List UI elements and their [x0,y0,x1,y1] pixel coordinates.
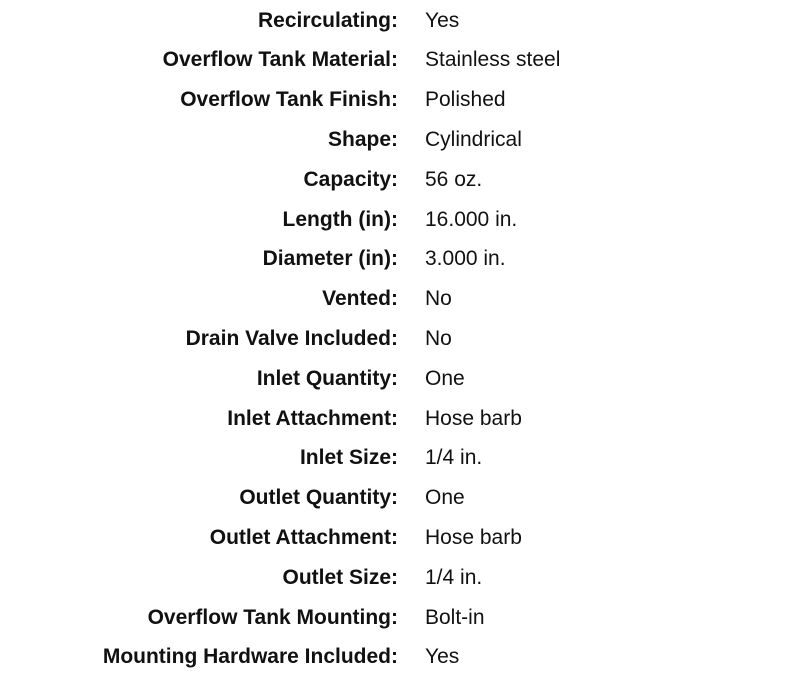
spec-row-overflow-tank-mounting [0,597,800,637]
spec-value: One [425,366,465,390]
spec-row-outlet-size [0,557,800,597]
spec-row-vented [0,279,800,319]
spec-label: Capacity: [303,167,398,191]
spec-value: Stainless steel [425,48,561,72]
spec-label: Overflow Tank Finish: [180,88,398,112]
spec-row-recirculating [0,0,800,40]
spec-label: Vented: [322,287,398,311]
spec-row-drain-valve-included [0,319,800,359]
spec-value: Yes [425,8,460,32]
spec-value: No [425,287,452,311]
spec-label: Mounting Hardware Included: [102,645,398,669]
spec-label: Recirculating: [257,8,398,32]
spec-value: 3.000 in. [425,247,506,271]
spec-value: One [425,486,465,510]
spec-row-mounting-hardware-included [0,637,800,677]
spec-value: Bolt-in [425,605,485,629]
spec-label: Length (in): [282,207,398,231]
spec-value: Hose barb [425,525,522,549]
spec-row-overflow-tank-material [0,40,800,80]
spec-label: Inlet Attachment: [227,406,398,430]
spec-row-inlet-size [0,438,800,478]
spec-row-inlet-attachment [0,398,800,438]
spec-label: Drain Valve Included: [185,326,398,350]
spec-value: Polished [425,88,506,112]
spec-value: Hose barb [425,406,522,430]
spec-label: Overflow Tank Material: [162,48,398,72]
spec-label: Outlet Size: [282,565,398,589]
spec-label: Overflow Tank Mounting: [147,605,398,629]
spec-value: 1/4 in. [425,565,483,589]
spec-value: Cylindrical [425,127,522,151]
spec-label: Inlet Quantity: [256,366,398,390]
spec-row-shape [0,120,800,160]
spec-label: Diameter (in): [262,247,398,271]
spec-label: Outlet Quantity: [239,486,398,510]
spec-value: 56 oz. [425,167,483,191]
spec-row-length [0,199,800,239]
spec-label: Outlet Attachment: [209,525,398,549]
spec-label: Shape: [327,127,398,151]
spec-row-capacity [0,159,800,199]
spec-value: Yes [425,645,460,669]
spec-value: 16.000 in. [425,207,518,231]
spec-row-diameter [0,239,800,279]
spec-value: No [425,326,452,350]
spec-row-outlet-quantity [0,478,800,518]
spec-row-overflow-tank-finish [0,80,800,120]
spec-row-inlet-quantity [0,358,800,398]
spec-row-outlet-attachment [0,518,800,558]
spec-value: 1/4 in. [425,446,483,470]
spec-label: Inlet Size: [299,446,398,470]
